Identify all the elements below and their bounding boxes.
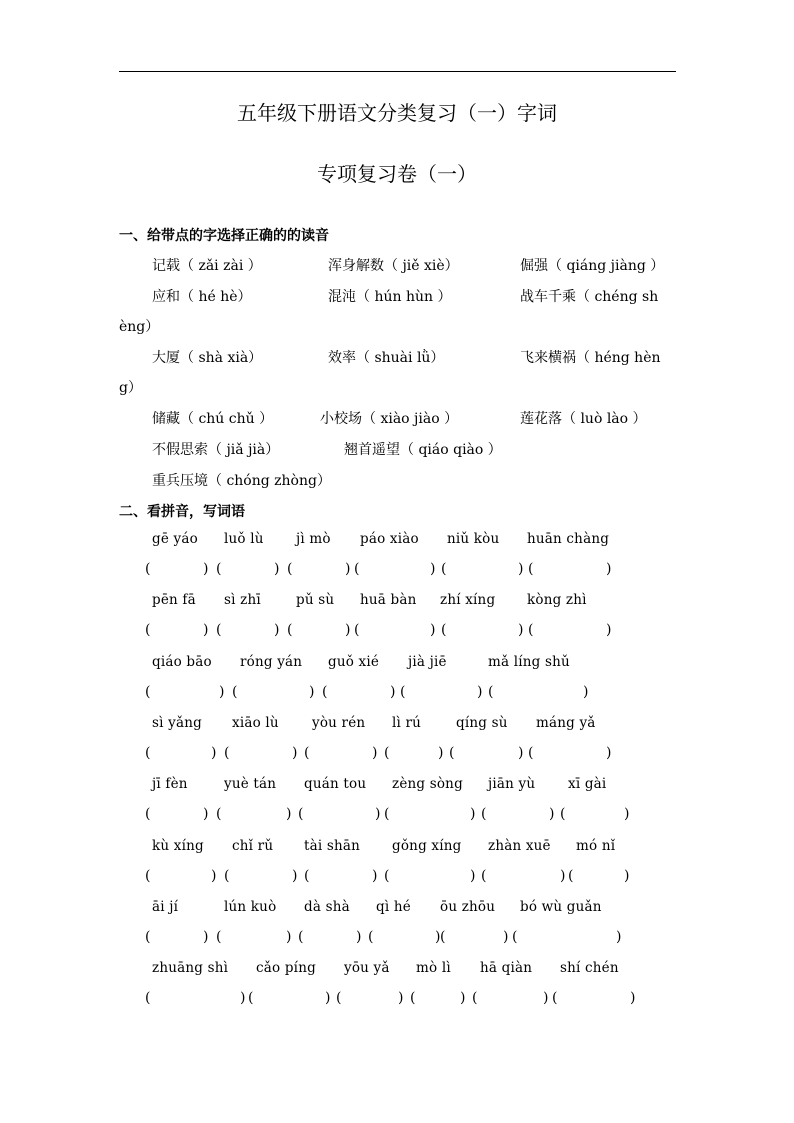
- pinyin-label: xī gài: [568, 776, 607, 792]
- answer-blank-close: ): [470, 806, 476, 822]
- answer-blank-close: ): [606, 561, 612, 577]
- pinyin-label: sì yǎng: [152, 715, 202, 731]
- answer-blank-open: (: [441, 622, 447, 638]
- pinyin-label: āi jí: [152, 899, 179, 915]
- answer-blank-open: (: [145, 868, 151, 884]
- pinyin-label: hā qiàn: [480, 960, 533, 976]
- answer-blank-close: ): [345, 561, 351, 577]
- page-subtitle: 专项复习卷（一）: [317, 162, 477, 186]
- choice-item-wrap: èng）: [119, 319, 160, 335]
- answer-blank-open: (: [145, 929, 151, 945]
- pinyin-label: yòu rén: [312, 715, 366, 731]
- answer-blank-open: (: [216, 622, 222, 638]
- pinyin-label: mò lì: [416, 960, 451, 976]
- pinyin-label: qíng sù: [456, 715, 508, 731]
- answer-blank-close: ): [203, 929, 209, 945]
- answer-blank-close: ): [325, 990, 331, 1006]
- pinyin-label: zèng sòng: [392, 776, 463, 792]
- choice-item: 飞来横祸（ héng hèn: [520, 350, 661, 366]
- answer-blank-open: (: [481, 806, 487, 822]
- answer-blank-open: (: [552, 990, 558, 1006]
- answer-blank-close: ): [274, 561, 280, 577]
- answer-blank-close: ): [203, 622, 209, 638]
- choice-item: 不假思索（ jiǎ jià）: [152, 442, 280, 458]
- page-title: 五年级下册语文分类复习（一）字词: [237, 101, 557, 125]
- pinyin-label: quán tou: [304, 776, 367, 792]
- answer-blank-open: (: [472, 990, 478, 1006]
- pinyin-label: bó wù guǎn: [520, 899, 602, 915]
- answer-blank-open: (: [384, 806, 390, 822]
- pinyin-label: róng yán: [240, 654, 303, 670]
- answer-blank-close: ): [390, 684, 396, 700]
- answer-blank-close: ): [398, 990, 404, 1006]
- answer-blank-close: ): [211, 868, 217, 884]
- answer-blank-close: ): [203, 806, 209, 822]
- answer-blank-open: (: [304, 745, 310, 761]
- answer-blank-close: ): [286, 806, 292, 822]
- choice-item: 记载（ zǎi zài ）: [152, 258, 262, 274]
- choice-item: 战车千乘（ chéng sh: [520, 289, 659, 305]
- choice-item: 倔强（ qiáng jiàng ）: [520, 258, 665, 274]
- answer-blank-close: ): [460, 990, 466, 1006]
- answer-blank-close: ): [549, 806, 555, 822]
- answer-blank-close: ): [518, 561, 524, 577]
- answer-blank-open: (: [528, 745, 534, 761]
- answer-blank-open: (: [449, 745, 455, 761]
- choice-item: 大厦（ shà xià）: [152, 350, 263, 366]
- answer-blank-close: ): [292, 868, 298, 884]
- pinyin-label: kù xíng: [152, 838, 204, 854]
- answer-blank-close: ): [583, 684, 589, 700]
- pinyin-label: tài shān: [304, 838, 361, 854]
- answer-blank-close: ): [211, 745, 217, 761]
- pinyin-label: jià jiē: [408, 654, 447, 670]
- answer-blank-open: (: [298, 929, 304, 945]
- pinyin-label: cǎo píng: [256, 960, 316, 976]
- answer-blank-open: (: [384, 745, 390, 761]
- pinyin-label: guǒ xié: [328, 654, 380, 670]
- pinyin-label: zhàn xuē: [488, 838, 551, 854]
- answer-blank-open: (: [145, 622, 151, 638]
- answer-blank-close: ): [518, 745, 524, 761]
- pinyin-label: lì rú: [392, 715, 422, 731]
- pinyin-label: gē yáo: [152, 531, 198, 547]
- answer-blank-close: ): [518, 622, 524, 638]
- answer-blank-open: (: [481, 868, 487, 884]
- pinyin-label: ōu zhōu: [440, 899, 496, 915]
- answer-blank-open: (: [216, 806, 222, 822]
- pinyin-label: chǐ rǔ: [232, 838, 274, 854]
- choice-item: 混沌（ hún hùn ）: [328, 289, 452, 305]
- answer-blank-close: ): [438, 745, 444, 761]
- pinyin-label: yuè tán: [224, 776, 277, 792]
- answer-blank-close: ): [430, 561, 436, 577]
- answer-blank-close: ): [435, 929, 441, 945]
- answer-blank-open: (: [145, 684, 151, 700]
- choice-item: 翘首遥望（ qiáo qiào ）: [344, 442, 502, 458]
- answer-blank-open: (: [216, 561, 222, 577]
- choice-item-wrap: g）: [119, 380, 142, 396]
- answer-blank-close: ): [372, 868, 378, 884]
- pinyin-label: luǒ lù: [224, 531, 264, 547]
- pinyin-label: qiáo bāo: [152, 654, 212, 670]
- answer-blank-open: (: [287, 622, 293, 638]
- answer-blank-open: (: [528, 561, 534, 577]
- choice-item: 莲花落（ luò lào ）: [520, 411, 647, 427]
- pinyin-label: sì zhī: [224, 592, 261, 608]
- answer-blank-close: ): [219, 684, 225, 700]
- answer-blank-open: (: [384, 868, 390, 884]
- answer-blank-open: (: [145, 806, 151, 822]
- pinyin-label: jī fèn: [152, 776, 188, 792]
- answer-blank-open: (: [488, 684, 494, 700]
- answer-blank-open: (: [224, 745, 230, 761]
- answer-blank-open: (: [440, 929, 446, 945]
- section2-heading: 二、看拼音，写词语: [119, 504, 245, 520]
- answer-blank-close: ): [470, 868, 476, 884]
- answer-blank-open: (: [410, 990, 416, 1006]
- pinyin-label: máng yǎ: [536, 715, 596, 731]
- answer-blank-open: (: [512, 929, 518, 945]
- pinyin-label: dà shà: [304, 899, 350, 915]
- answer-blank-close: ): [356, 929, 362, 945]
- answer-blank-open: (: [248, 990, 254, 1006]
- answer-blank-open: (: [354, 622, 360, 638]
- section1-heading: 一、给带点的字选择正确的的读音: [119, 228, 329, 244]
- answer-blank-close: ): [624, 806, 630, 822]
- pinyin-label: zhuāng shì: [152, 960, 229, 976]
- answer-blank-close: ): [606, 745, 612, 761]
- pinyin-label: jì mò: [296, 531, 331, 547]
- answer-blank-open: (: [224, 868, 230, 884]
- answer-blank-close: ): [286, 929, 292, 945]
- answer-blank-close: ): [503, 929, 509, 945]
- pinyin-label: mǎ líng shǔ: [488, 654, 570, 670]
- answer-blank-open: (: [336, 990, 342, 1006]
- pinyin-label: niǔ kòu: [447, 531, 500, 547]
- pinyin-label: jiān yù: [488, 776, 536, 792]
- pinyin-label: huān chàng: [527, 531, 610, 547]
- answer-blank-close: ): [630, 990, 636, 1006]
- pinyin-label: páo xiào: [360, 531, 419, 547]
- choice-item: 浑身解数（ jiě xiè）: [328, 258, 459, 274]
- answer-blank-close: ): [372, 745, 378, 761]
- answer-blank-open: (: [232, 684, 238, 700]
- pinyin-label: kòng zhì: [527, 592, 587, 608]
- answer-blank-close: ): [560, 868, 566, 884]
- choice-item: 应和（ hé hè）: [152, 289, 252, 305]
- choice-item: 小校场（ xiào jiào ）: [320, 411, 459, 427]
- pinyin-label: lún kuò: [224, 899, 277, 915]
- answer-blank-close: ): [543, 990, 549, 1006]
- choice-item: 重兵压境（ chóng zhòng）: [152, 473, 331, 489]
- answer-blank-close: ): [240, 990, 246, 1006]
- pinyin-label: zhí xíng: [440, 592, 496, 608]
- pinyin-label: gǒng xíng: [392, 838, 462, 854]
- pinyin-label: mó nǐ: [576, 838, 616, 854]
- answer-blank-open: (: [560, 806, 566, 822]
- choice-item: 效率（ shuài lǜ）: [328, 350, 445, 366]
- answer-blank-open: (: [216, 929, 222, 945]
- answer-blank-close: ): [624, 868, 630, 884]
- answer-blank-open: (: [145, 745, 151, 761]
- answer-blank-open: (: [322, 684, 328, 700]
- answer-blank-close: ): [477, 684, 483, 700]
- answer-blank-open: (: [145, 561, 151, 577]
- choice-item: 储藏（ chú chǔ ）: [152, 411, 274, 427]
- answer-blank-close: ): [309, 684, 315, 700]
- answer-blank-close: ): [606, 622, 612, 638]
- answer-blank-open: (: [568, 868, 574, 884]
- answer-blank-open: (: [368, 929, 374, 945]
- top-rule: [119, 71, 676, 72]
- answer-blank-open: (: [298, 806, 304, 822]
- answer-blank-open: (: [441, 561, 447, 577]
- pinyin-label: shí chén: [560, 960, 619, 976]
- pinyin-label: qì hé: [376, 899, 411, 915]
- answer-blank-close: ): [203, 561, 209, 577]
- pinyin-label: huā bàn: [360, 592, 417, 608]
- answer-blank-open: (: [400, 684, 406, 700]
- answer-blank-close: ): [274, 622, 280, 638]
- answer-blank-open: (: [287, 561, 293, 577]
- answer-blank-close: ): [375, 806, 381, 822]
- pinyin-label: xiāo lù: [232, 715, 279, 731]
- pinyin-label: pēn fā: [152, 592, 196, 608]
- answer-blank-close: ): [616, 929, 622, 945]
- answer-blank-open: (: [304, 868, 310, 884]
- answer-blank-open: (: [528, 622, 534, 638]
- answer-blank-close: ): [430, 622, 436, 638]
- answer-blank-open: (: [354, 561, 360, 577]
- answer-blank-open: (: [145, 990, 151, 1006]
- pinyin-label: pǔ sù: [296, 592, 335, 608]
- pinyin-label: yōu yǎ: [344, 960, 390, 976]
- answer-blank-close: ): [345, 622, 351, 638]
- answer-blank-close: ): [292, 745, 298, 761]
